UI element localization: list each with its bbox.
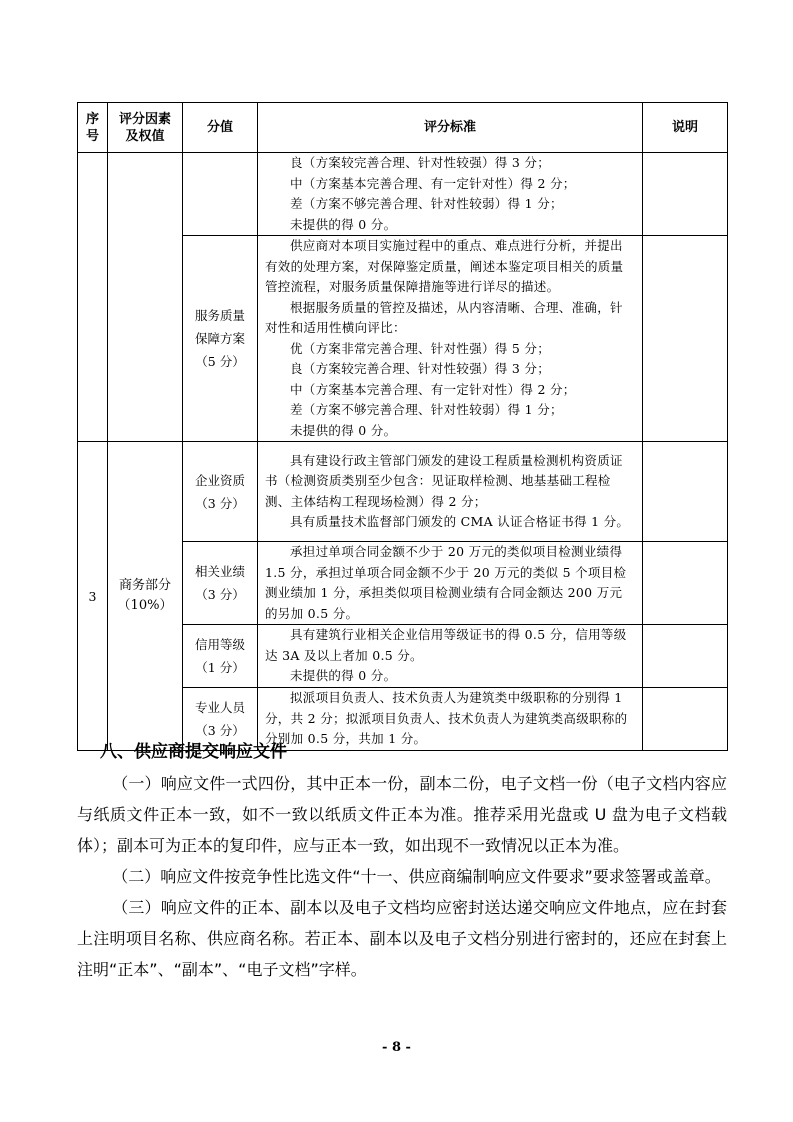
factor-cell-empty [108, 153, 183, 442]
score-value: （3 分） [195, 495, 245, 511]
criteria-line: 中（方案基本完善合理、有一定针对性）得 2 分； [290, 381, 576, 397]
score-cell [183, 542, 258, 625]
note-cell [643, 442, 728, 542]
factor-weight: （10%） [117, 598, 173, 613]
score-value: （5 分） [195, 354, 245, 369]
score-name: 专业人员 [194, 700, 245, 715]
criteria-line: 优（方案非常完善合理、针对性强）得 5 分； [290, 340, 551, 356]
table-row [78, 153, 728, 236]
criteria-line: 具有建筑行业相关企业信用等级证书的得 0.5 分，信用等级达 3A 及以上者加 0.5 分。 [265, 627, 627, 663]
score-value: （3 分） [195, 587, 245, 602]
criteria-line: 具有建设行政主管部门颁发的建设工程质量检测机构资质证书（检测资质类别至少包含：见证取样检测、地基基础工程检测、主体结构工程现场检测）得 2 分； [265, 452, 623, 509]
section-heading: 八、供应商提交响应文件 [100, 742, 287, 762]
criteria-line: 中（方案基本完善合理、有一定针对性）得 2 分； [290, 175, 576, 191]
criteria-line: 承担过单项合同金额不少于 20 万元的类似项目检测业绩得 1.5 分，承担过单项合同金额不少于 20 万元的类似 5 个项目检测业绩加 1 分，承担类似项目检测业绩有合同金额达 200 万元的另加 0.5 分。 [265, 544, 627, 621]
criteria-cell [258, 153, 643, 236]
score-name: 相关业绩 [194, 564, 245, 579]
factor-cell [108, 442, 183, 751]
criteria-cell [258, 542, 643, 625]
score-name: 保障方案 [194, 331, 245, 346]
score-value: （1 分） [195, 660, 245, 675]
criteria-line: 未提供的得 0 分。 [290, 216, 397, 232]
note-cell [643, 153, 728, 236]
criteria-line: 良（方案较完善合理、针对性较强）得 3 分； [290, 155, 551, 170]
criteria-line: 差（方案不够完善合理、针对性较弱）得 1 分； [290, 196, 563, 211]
criteria-line: 未提供的得 0 分。 [290, 422, 397, 438]
criteria-line: 良（方案较完善合理、针对性较强）得 3 分； [290, 361, 551, 376]
index-cell-empty [78, 153, 108, 442]
score-cell-empty [183, 153, 258, 236]
criteria-line: 供应商对本项目实施过程中的重点、难点进行分析，并提出有效的处理方案，对保障鉴定质量，阐述本鉴定项目相关的质量管控流程，对服务质量保障措施等进行详尽的描述。 [265, 238, 624, 294]
factor-name: 商务部分 [118, 578, 171, 593]
criteria-line: 拟派项目负责人、技术负责人为建筑类中级职称的分别得 1 分，共 2 分；拟派项目负责人、技术负责人为建筑类高级职称的分别加 0.5 分，共加 1 分。 [265, 690, 628, 747]
score-value: （3 分） [195, 723, 245, 738]
scoring-table [77, 102, 728, 751]
page-number: - 8 - [382, 1040, 411, 1055]
header-factor: 评分因素及权值 [108, 103, 183, 153]
criteria-line: 具有质量技术监督部门颁发的 CMA 认证合格证书得 1 分。 [290, 514, 630, 529]
score-cell [183, 442, 258, 542]
criteria-line: 差（方案不够完善合理、针对性较弱）得 1 分； [290, 402, 563, 417]
section-paragraph: （一）响应文件一式四份，其中正本一份，副本二份，电子文档一份（电子文档内容应与纸质文件正本一致，如不一致以纸质文件正本为准。推荐采用光盘或 U 盘为电子文档载体）；副本可为正本的复印件，应与正本一致，如出现不一致情况以正本为准。 [77, 774, 727, 855]
table-header-row [78, 103, 728, 153]
score-cell [183, 236, 258, 442]
index-cell: 3 [78, 442, 108, 751]
header-criteria: 评分标准 [258, 103, 643, 153]
note-cell [643, 625, 728, 688]
criteria-cell [258, 236, 643, 442]
score-name: 服务质量 [194, 308, 245, 323]
header-note: 说明 [643, 103, 728, 153]
section-paragraph: （二）响应文件按竞争性比选文件“十一、供应商编制响应文件要求”要求签署或盖章。 [112, 867, 721, 886]
criteria-line: 未提供的得 0 分。 [290, 668, 397, 684]
criteria-line: 根据服务质量的管控及描述，从内容清晰、合理、准确，针对性和适用性横向评比： [265, 299, 623, 335]
table-row [78, 442, 728, 542]
section-paragraph: （三）响应文件的正本、副本以及电子文档均应密封送达递交响应文件地点，应在封套上注明项目名称、供应商名称。若正本、副本以及电子文档分别进行密封的，还应在封套上注明“正本”、“副本”、“电子文档”字样。 [77, 898, 727, 979]
criteria-cell [258, 625, 643, 688]
header-score: 分值 [183, 103, 258, 153]
criteria-cell [258, 442, 643, 542]
score-name: 信用等级 [194, 637, 245, 652]
note-cell [643, 236, 728, 442]
section-body [77, 768, 727, 985]
score-cell [183, 625, 258, 688]
header-index: 序号 [78, 103, 108, 153]
score-name: 企业资质 [194, 472, 245, 488]
note-cell [643, 542, 728, 625]
